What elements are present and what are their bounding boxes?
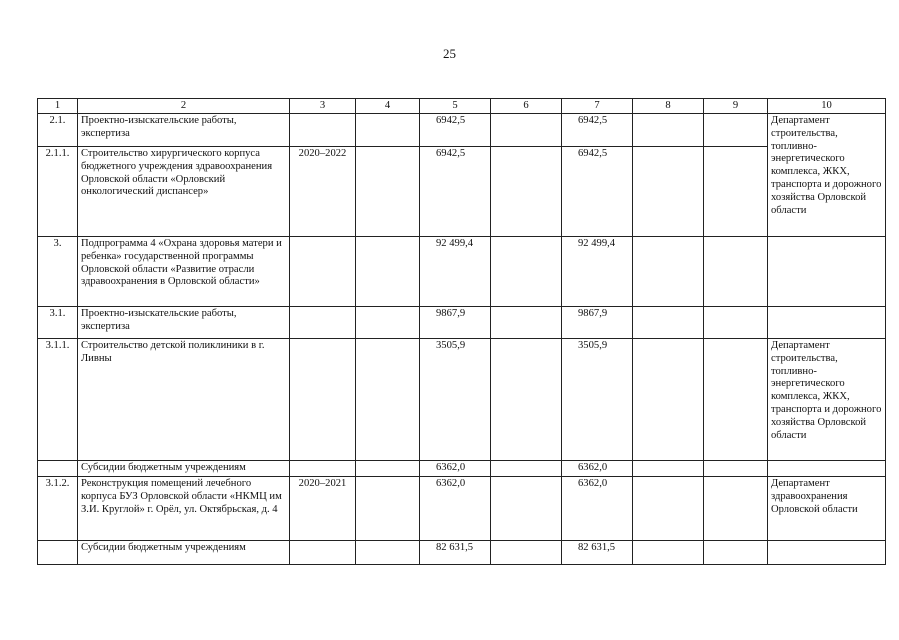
row-cell-7: 9867,9 xyxy=(562,307,633,339)
row-period xyxy=(290,307,356,339)
table-row xyxy=(38,237,886,307)
row-cell-4 xyxy=(356,541,420,565)
row-cell-5: 92 499,4 xyxy=(420,237,491,307)
row-executor: Департамент строительства, топливно-энергетического комплекса, ЖКХ, транспорта и дорожного хозяйства Орловской области xyxy=(768,114,886,237)
table-row xyxy=(38,477,886,541)
row-cell-9 xyxy=(704,477,768,541)
row-executor xyxy=(768,307,886,339)
row-number xyxy=(38,461,78,477)
row-cell-8 xyxy=(633,461,704,477)
row-name: Субсидии бюджетным учреждениям xyxy=(78,461,290,477)
row-executor: Департамент строительства, топливно-энергетического комплекса, ЖКХ, транспорта и дорожного хозяйства Орловской области xyxy=(768,339,886,461)
row-cell-6 xyxy=(491,237,562,307)
column-header: 3 xyxy=(290,99,356,114)
row-cell-8 xyxy=(633,339,704,461)
row-cell-5: 6942,5 xyxy=(420,114,491,147)
row-cell-6 xyxy=(491,114,562,147)
row-executor: Департамент здравоохранения Орловской области xyxy=(768,477,886,541)
table-row xyxy=(38,461,886,477)
row-period xyxy=(290,461,356,477)
row-executor xyxy=(768,541,886,565)
row-cell-7: 6362,0 xyxy=(562,461,633,477)
row-number: 2.1. xyxy=(38,114,78,147)
table-row xyxy=(38,339,886,461)
row-cell-4 xyxy=(356,147,420,237)
page-number: 25 xyxy=(443,46,456,61)
row-name: Реконструкция помещений лечебного корпуса БУЗ Орловской области «НКМЦ им З.И. Круглой» г. Орёл, ул. Октябрьская, д. 4 xyxy=(78,477,290,541)
row-executor xyxy=(768,237,886,307)
row-cell-4 xyxy=(356,114,420,147)
row-cell-9 xyxy=(704,541,768,565)
row-name: Строительство хирургического корпуса бюджетного учреждения здравоохранения Орловской области «Орловский онкологический диспансер» xyxy=(78,147,290,237)
row-cell-4 xyxy=(356,237,420,307)
row-cell-5: 6942,5 xyxy=(420,147,491,237)
budget-table xyxy=(37,98,886,565)
row-cell-5: 82 631,5 xyxy=(420,541,491,565)
row-cell-7: 6942,5 xyxy=(562,114,633,147)
row-period xyxy=(290,237,356,307)
row-name: Проектно-изыскательские работы, экспертиза xyxy=(78,307,290,339)
row-number xyxy=(38,541,78,565)
column-header: 6 xyxy=(491,99,562,114)
table-row xyxy=(38,147,886,237)
row-name: Субсидии бюджетным учреждениям xyxy=(78,541,290,565)
row-cell-6 xyxy=(491,541,562,565)
row-period: 2020–2022 xyxy=(290,147,356,237)
row-cell-8 xyxy=(633,147,704,237)
row-cell-4 xyxy=(356,461,420,477)
row-name: Подпрограмма 4 «Охрана здоровья матери и ребенка» государственной программы Орловской области «Развитие отрасли здравоохранения в Орловской области» xyxy=(78,237,290,307)
row-period: 2020–2021 xyxy=(290,477,356,541)
row-cell-6 xyxy=(491,461,562,477)
row-cell-6 xyxy=(491,307,562,339)
row-name: Строительство детской поликлиники в г. Ливны xyxy=(78,339,290,461)
column-header: 4 xyxy=(356,99,420,114)
column-header: 5 xyxy=(420,99,491,114)
row-cell-6 xyxy=(491,477,562,541)
row-cell-5: 3505,9 xyxy=(420,339,491,461)
row-cell-7: 3505,9 xyxy=(562,339,633,461)
row-period xyxy=(290,541,356,565)
row-cell-5: 9867,9 xyxy=(420,307,491,339)
row-cell-7: 6942,5 xyxy=(562,147,633,237)
row-cell-6 xyxy=(491,339,562,461)
row-executor xyxy=(768,461,886,477)
row-cell-6 xyxy=(491,147,562,237)
row-cell-8 xyxy=(633,114,704,147)
column-header: 10 xyxy=(768,99,886,114)
column-header: 7 xyxy=(562,99,633,114)
row-cell-4 xyxy=(356,339,420,461)
row-period xyxy=(290,339,356,461)
row-number: 3.1. xyxy=(38,307,78,339)
row-cell-9 xyxy=(704,237,768,307)
row-cell-5: 6362,0 xyxy=(420,477,491,541)
row-number: 3.1.2. xyxy=(38,477,78,541)
row-cell-8 xyxy=(633,237,704,307)
table-row xyxy=(38,307,886,339)
row-name: Проектно-изыскательские работы, экспертиза xyxy=(78,114,290,147)
row-cell-4 xyxy=(356,307,420,339)
row-number: 3. xyxy=(38,237,78,307)
row-cell-9 xyxy=(704,461,768,477)
row-cell-9 xyxy=(704,147,768,237)
table-row xyxy=(38,114,886,147)
row-period xyxy=(290,114,356,147)
row-cell-7: 92 499,4 xyxy=(562,237,633,307)
row-cell-7: 82 631,5 xyxy=(562,541,633,565)
row-cell-7: 6362,0 xyxy=(562,477,633,541)
row-number: 2.1.1. xyxy=(38,147,78,237)
column-header: 8 xyxy=(633,99,704,114)
row-cell-9 xyxy=(704,339,768,461)
column-header: 2 xyxy=(78,99,290,114)
row-cell-9 xyxy=(704,307,768,339)
column-header: 9 xyxy=(704,99,768,114)
row-cell-4 xyxy=(356,477,420,541)
row-cell-8 xyxy=(633,541,704,565)
row-cell-5: 6362,0 xyxy=(420,461,491,477)
column-header: 1 xyxy=(38,99,78,114)
row-cell-9 xyxy=(704,114,768,147)
row-cell-8 xyxy=(633,477,704,541)
table-row xyxy=(38,541,886,565)
row-number: 3.1.1. xyxy=(38,339,78,461)
table-header-row xyxy=(38,99,886,114)
row-cell-8 xyxy=(633,307,704,339)
